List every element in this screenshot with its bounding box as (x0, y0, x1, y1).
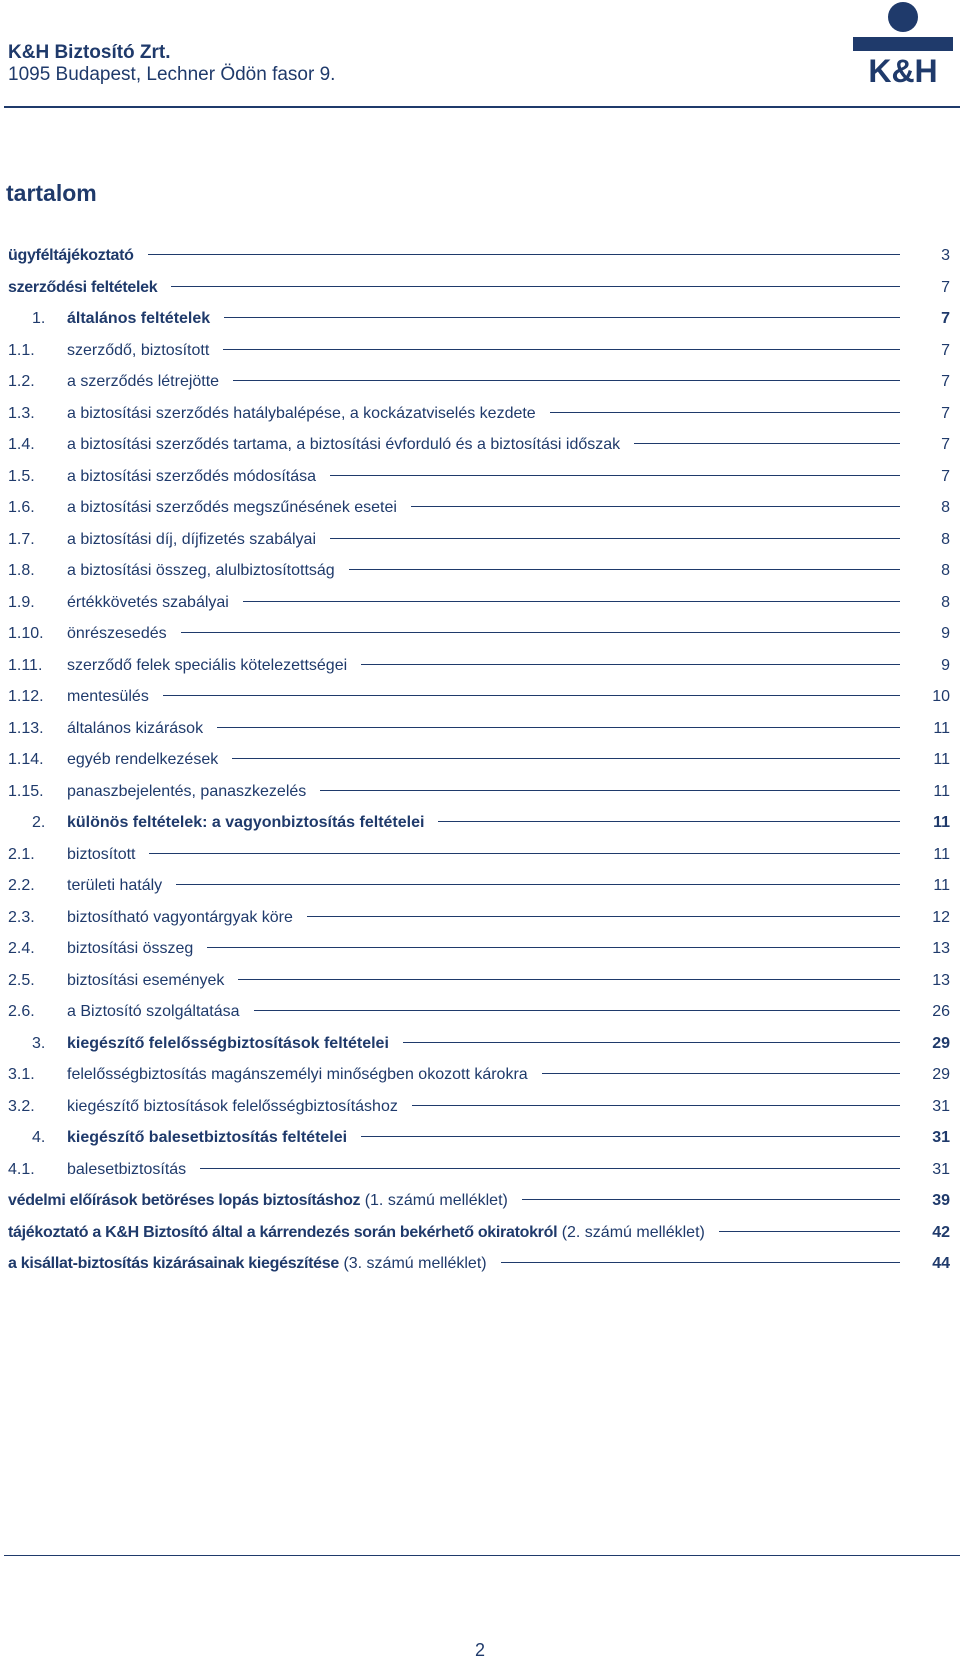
toc-number: 2.3. (8, 908, 35, 926)
page-number-text: 2 (474, 1640, 485, 1660)
toc-label (67, 1035, 389, 1053)
toc-page-number: 8 (941, 530, 950, 548)
toc-entry (8, 1035, 950, 1067)
toc-entry (8, 783, 950, 815)
toc-entry (8, 814, 950, 846)
toc-label (67, 814, 424, 832)
toc-label (67, 342, 209, 360)
leader-line (207, 947, 900, 948)
toc-page-number: 26 (932, 1003, 950, 1020)
toc-label (67, 751, 218, 769)
leader-line (163, 695, 900, 696)
toc-number: 1.8. (8, 562, 35, 579)
toc-number: 1.6. (8, 499, 35, 516)
toc-number: 4.1. (8, 1160, 35, 1178)
toc-label-text: egyéb rendelkezések (67, 751, 219, 768)
toc-page-number: 7 (941, 341, 950, 359)
toc-page-number: 11 (933, 719, 950, 737)
company-name: K&H Biztosító Zrt. (8, 42, 171, 63)
toc-label-text: szerződési feltételek (8, 278, 158, 296)
toc-number: 1. (32, 310, 46, 327)
toc-page-number: 13 (932, 971, 950, 989)
toc-page-number: 39 (932, 1192, 950, 1209)
toc-page-number: 7 (941, 278, 950, 296)
toc-label-text: biztosítási események (67, 971, 225, 989)
toc-page-number: 11 (933, 877, 950, 894)
toc-number: 1.12. (8, 688, 44, 705)
toc-page-number: 7 (941, 436, 950, 453)
toc-page-number: 42 (932, 1223, 950, 1241)
toc-entry (8, 1098, 950, 1130)
toc-entry (8, 247, 950, 279)
page-header (0, 0, 960, 108)
toc-label-text: területi hatály (67, 877, 163, 894)
toc-entry (8, 373, 950, 405)
toc-label (67, 940, 193, 958)
toc-page-number: 29 (932, 1066, 950, 1083)
toc-number: 1.4. (8, 436, 35, 453)
leader-line (412, 1105, 900, 1106)
toc-entry (8, 531, 950, 563)
toc-number: 2.2. (8, 877, 35, 894)
toc-entry (8, 279, 950, 311)
leader-line (501, 1262, 900, 1263)
leader-line (224, 317, 900, 318)
toc-label (67, 909, 293, 927)
toc-number: 3. (32, 1034, 46, 1052)
toc-label (67, 310, 210, 328)
toc-page-number: 10 (932, 688, 950, 705)
toc-entry (8, 1161, 950, 1193)
toc-label-text: panaszbejelentés, panaszkezelés (67, 782, 307, 800)
toc-label-text: szerződő, biztosított (67, 341, 210, 359)
toc-label-text: kiegészítő biztosítások felelősségbiztosításhoz (67, 1097, 398, 1115)
toc-entry (8, 342, 950, 374)
toc-page-number: 8 (941, 499, 950, 516)
leader-line (330, 538, 900, 539)
leader-line (550, 412, 900, 413)
toc-label (67, 562, 335, 580)
toc-label-text: a biztosítási szerződés tartama, a biztosítási évforduló és a biztosítási időszak (67, 436, 621, 453)
toc-label-text: általános feltételek (67, 310, 211, 327)
toc-label (67, 1129, 347, 1147)
toc-entry (8, 468, 950, 500)
leader-line (233, 380, 900, 381)
leader-line (403, 1042, 900, 1043)
table-of-contents (8, 247, 950, 1287)
toc-label (67, 405, 536, 423)
leader-line (719, 1231, 900, 1232)
toc-label (67, 468, 316, 486)
toc-label-text: felelősségbiztosítás magánszemélyi minőségben okozott károkra (67, 1066, 528, 1083)
toc-label-text: ügyféltájékoztató (8, 247, 134, 264)
leader-line (522, 1199, 900, 1200)
toc-entry (8, 1129, 950, 1161)
toc-number: 1.2. (8, 373, 35, 390)
toc-entry (8, 720, 950, 752)
toc-page-number: 31 (932, 1129, 950, 1146)
toc-entry (8, 846, 950, 878)
toc-page-number: 12 (932, 908, 950, 926)
toc-label (67, 594, 229, 612)
toc-number: 2.1. (8, 845, 35, 863)
toc-label-text: védelmi előírások betöréses lopás biztosításhoz (8, 1192, 361, 1209)
toc-number: 2. (32, 814, 46, 831)
toc-number: 1.15. (8, 782, 44, 800)
toc-entry (8, 499, 950, 531)
toc-label (8, 1192, 508, 1210)
toc-label (8, 1224, 705, 1242)
toc-label-text: kiegészítő felelősségbiztosítások feltételei (67, 1034, 389, 1052)
toc-label-text: biztosítási összeg (67, 940, 194, 957)
leader-line (349, 569, 900, 570)
toc-label-text: értékkövetés szabályai (67, 593, 229, 611)
toc-entry (8, 594, 950, 626)
svg-text:K&H: K&H (868, 53, 938, 86)
toc-label-text: mentesülés (67, 688, 149, 705)
toc-label-text: biztosított (67, 845, 136, 863)
toc-number: 2.4. (8, 940, 35, 957)
toc-label-text: biztosítható vagyontárgyak köre (67, 908, 293, 926)
toc-entry (8, 877, 950, 909)
toc-entry (8, 310, 950, 342)
kh-logo (853, 2, 953, 86)
toc-number: 3.1. (8, 1066, 35, 1083)
toc-label (67, 499, 397, 517)
toc-label (67, 720, 203, 738)
leader-line (181, 632, 900, 633)
toc-label-text: a biztosítási összeg, alulbiztosítottság (67, 562, 335, 579)
toc-label (67, 531, 316, 549)
toc-label (67, 972, 224, 990)
toc-label-text: a biztosítási szerződés hatálybalépése, a kockázatviselés kezdete (67, 404, 536, 422)
toc-number: 1.5. (8, 467, 35, 485)
toc-number: 1.13. (8, 719, 44, 737)
page-title: tartalom (6, 180, 97, 206)
toc-number: 3.2. (8, 1097, 35, 1115)
leader-line (176, 884, 900, 885)
toc-number: 4. (32, 1129, 46, 1146)
toc-label-text: önrészesedés (67, 625, 167, 642)
toc-label-text: különös feltételek: a vagyonbiztosítás feltételei (67, 814, 425, 831)
toc-entry (8, 657, 950, 689)
toc-annex-suffix: (1. számú melléklet) (364, 1192, 508, 1209)
toc-label (67, 688, 149, 706)
toc-entry (8, 688, 950, 720)
leader-line (361, 1136, 900, 1137)
leader-line (243, 601, 900, 602)
toc-page-number: 11 (933, 814, 950, 831)
toc-number: 1.11. (8, 656, 43, 674)
toc-page-number: 11 (933, 845, 950, 863)
toc-page-number: 29 (932, 1034, 950, 1052)
toc-label-text: a biztosítási szerződés megszűnésének esetei (67, 499, 397, 516)
toc-number: 2.6. (8, 1003, 35, 1020)
footer-divider (4, 1555, 960, 1556)
toc-page-number: 9 (941, 625, 950, 642)
toc-label (67, 373, 219, 391)
toc-number: 1.9. (8, 593, 35, 611)
leader-line (330, 475, 900, 476)
toc-page-number: 11 (933, 782, 950, 800)
toc-label (67, 1098, 398, 1116)
toc-number: 1.1. (8, 341, 35, 359)
leader-line (200, 1168, 900, 1169)
header-divider (4, 106, 960, 108)
toc-label-text: tájékoztató a K&H Biztosító által a kárrendezés során bekérhető okiratokról (8, 1223, 558, 1241)
leader-line (171, 286, 900, 287)
toc-label (67, 846, 135, 864)
page-number (0, 1640, 960, 1661)
leader-line (148, 254, 900, 255)
toc-number: 1.14. (8, 751, 44, 768)
leader-line (223, 349, 900, 350)
toc-number: 2.5. (8, 971, 35, 989)
toc-label-text: szerződő felek speciális kötelezettségei (67, 656, 348, 674)
toc-page-number: 3 (941, 247, 950, 264)
toc-label (67, 1066, 528, 1084)
toc-entry (8, 940, 950, 972)
toc-page-number: 44 (932, 1255, 950, 1272)
toc-entry (8, 436, 950, 468)
toc-page-number: 7 (941, 373, 950, 390)
toc-page-number: 11 (933, 751, 950, 768)
toc-page-number: 31 (932, 1160, 950, 1178)
toc-entry (8, 562, 950, 594)
toc-entry (8, 625, 950, 657)
toc-label-text: balesetbiztosítás (67, 1160, 187, 1178)
toc-number: 1.7. (8, 530, 35, 548)
toc-number: 1.10. (8, 625, 44, 642)
leader-line (254, 1010, 900, 1011)
toc-page-number: 7 (941, 310, 950, 327)
toc-label (67, 436, 620, 454)
toc-label (67, 783, 306, 801)
toc-entry (8, 405, 950, 437)
leader-line (542, 1073, 900, 1074)
toc-label (67, 625, 167, 643)
leader-line (217, 727, 900, 728)
leader-line (149, 853, 900, 854)
toc-label-text: általános kizárások (67, 719, 204, 737)
toc-entry (8, 1255, 950, 1287)
toc-entry (8, 1192, 950, 1224)
toc-label-text: a Biztosító szolgáltatása (67, 1003, 240, 1020)
leader-line (438, 821, 900, 822)
toc-number: 1.3. (8, 404, 35, 422)
toc-label (67, 1003, 240, 1021)
toc-annex-suffix: (3. számú melléklet) (343, 1255, 487, 1272)
toc-label-text: kiegészítő balesetbiztosítás feltételei (67, 1129, 348, 1146)
toc-entry (8, 1003, 950, 1035)
leader-line (238, 979, 900, 980)
toc-label (8, 1255, 487, 1273)
toc-page-number: 7 (941, 404, 950, 422)
toc-label-text: a kisállat-biztosítás kizárásainak kiegészítése (8, 1255, 339, 1272)
toc-label (8, 247, 134, 265)
toc-entry (8, 972, 950, 1004)
leader-line (411, 506, 900, 507)
toc-entry (8, 751, 950, 783)
toc-annex-suffix: (2. számú melléklet) (561, 1223, 705, 1241)
toc-label (67, 877, 162, 895)
toc-label (67, 657, 347, 675)
toc-label (67, 1161, 186, 1179)
leader-line (320, 790, 900, 791)
toc-page-number: 31 (932, 1097, 950, 1115)
toc-label-text: a szerződés létrejötte (67, 373, 220, 390)
toc-page-number: 8 (941, 593, 950, 611)
toc-page-number: 8 (941, 562, 950, 579)
toc-entry (8, 1066, 950, 1098)
leader-line (634, 443, 900, 444)
leader-line (307, 916, 900, 917)
leader-line (361, 664, 900, 665)
toc-entry (8, 909, 950, 941)
company-address: 1095 Budapest, Lechner Ödön fasor 9. (8, 64, 336, 85)
toc-page-number: 13 (932, 940, 950, 957)
toc-page-number: 9 (941, 656, 950, 674)
toc-label (8, 279, 157, 297)
leader-line (232, 758, 900, 759)
toc-label-text: a biztosítási szerződés módosítása (67, 467, 317, 485)
toc-page-number: 7 (941, 467, 950, 485)
toc-entry (8, 1224, 950, 1256)
toc-label-text: a biztosítási díj, díjfizetés szabályai (67, 530, 317, 548)
